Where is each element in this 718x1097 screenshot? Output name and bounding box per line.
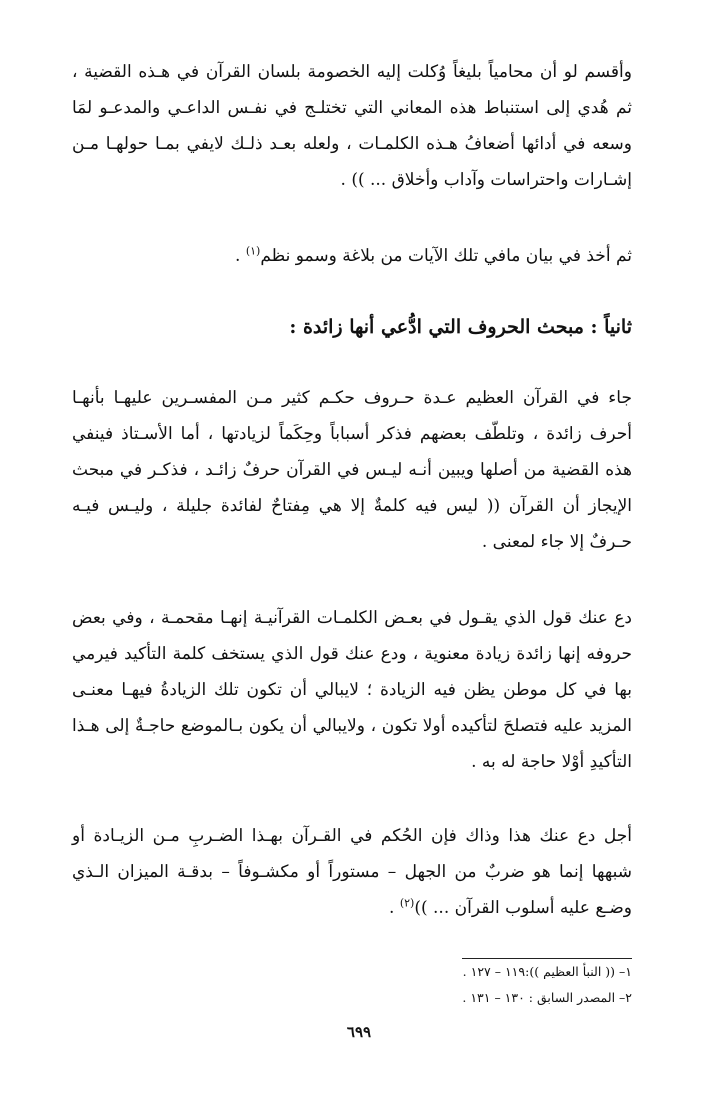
footnote-1: ١– (( النبأ العظيم )):١١٩ – ١٢٧ . bbox=[462, 964, 632, 979]
footnote-2: ٢– المصدر السابق : ١٣٠ – ١٣١ . bbox=[462, 990, 632, 1005]
footnote-ref-2: (٢) bbox=[399, 896, 415, 910]
paragraph-conclusion bbox=[72, 818, 632, 926]
paragraph-quote-conclusion: وأقسم لو أن محامياً بليغاً وُكلت إليه الخصومة بلسان القرآن في هـذه القضية ، ثم هُدي إلى استنباط هذه المعاني التي تختلـج في نفـس الداعـي والمدعـو لمَا وسعه في أدائها أضعافُ هـذه الكلمـات ، ولعله بعـد ذلـك لايفي بمـا حولهـا مـن إشـارات واحتراسات وآداب وأخلاق ... )) . bbox=[72, 62, 632, 190]
paragraph-leave-aside: دع عنك قول الذي يقـول في بعـض الكلمـات القرآنيـة إنهـا مقحمـة ، وفي بعض حروفه إنها زائدة زيادة معنوية ، ودع عنك قول الذي يستخف كلمة التأكيد فيرمي بها في كل موطن يظن فيه الزيادة ؛ لايبالي أن تكون تلك الزيادةُ فيهـا معنـى المزيد عليه فتصلحَ لتأكيده أولا تكون ، ولايبالي أن يكون بـالموضع حاجـةٌ إلى هـذا التأكيدِ أوْلا حاجة له به . bbox=[72, 608, 632, 772]
footnote-separator bbox=[462, 958, 632, 959]
paragraph-eloquence-text: ثم أخذ في بيان مافي تلك الآيات من بلاغة وسمو نظم bbox=[260, 246, 632, 266]
paragraph-extra-letters: جاء في القرآن العظيم عـدة حـروف حكـم كثير مـن المفسـرين عليهـا بأنهـا أحرف زائدة ، وتلطّف بعضهم فذكر أسباباً وحِكَماً لزيادتها ، أما الأسـتاذ فينفي هذه القضية من أصلها ويبين أنـه ليـس في القرآن حرفٌ زائـد ، فذكـر في مبحث الإيجاز أن القرآن (( ليس فيه كلمةٌ إلا هي مِفتاحٌ لفائدة جليلة ، وليـس فيـه حـرفٌ إلا جاء لمعنى . bbox=[72, 388, 632, 552]
page-number: ٦٩٩ bbox=[346, 1023, 372, 1041]
paragraph-conclusion-end: . bbox=[389, 898, 400, 918]
paragraph-eloquence-end: . bbox=[235, 246, 246, 266]
section-heading: ثانياً : مبحث الحروف التي ادُّعي أنها زائدة : bbox=[289, 316, 632, 338]
paragraph-conclusion-text: أجل دع عنك هذا وذاك فإن الحُكم في القـرآن بهـذا الضـربِ مـن الزيـادة أو شبهها إنما هو ضربٌ من الجهل – مستوراً أو مكشـوفاً – بدقـة الميزان الـذي وضـع عليه أسلوب القرآن ... )) bbox=[72, 826, 632, 918]
paragraph-eloquence-note bbox=[72, 238, 632, 274]
footnote-ref-1: (١) bbox=[245, 244, 261, 258]
